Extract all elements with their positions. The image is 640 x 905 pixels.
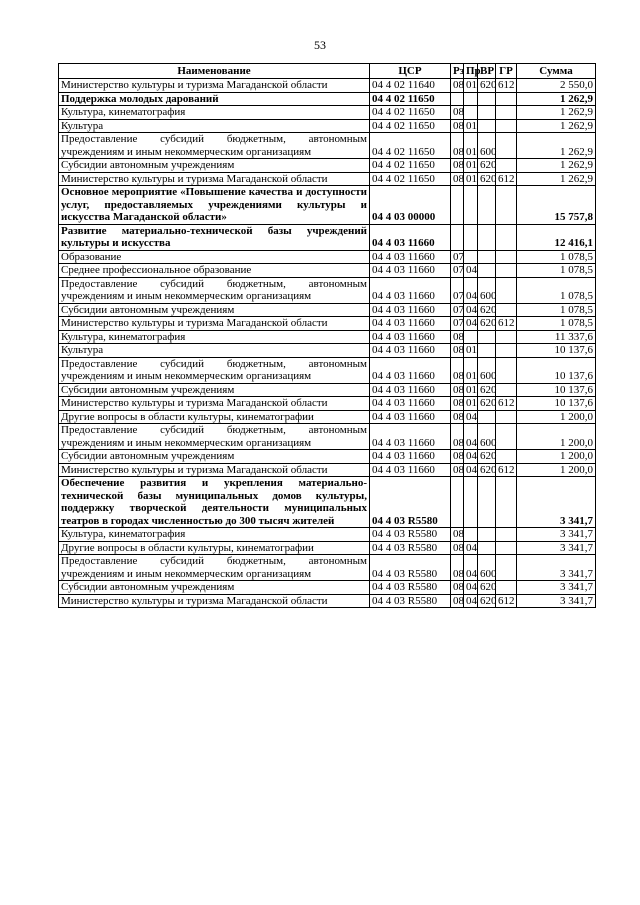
table-row: [59, 357, 596, 383]
cell-sum: 10 137,6: [517, 383, 596, 397]
cell-sum: 1 078,5: [517, 303, 596, 317]
cell-vr: 620: [478, 159, 496, 173]
cell-csr: 04 4 03 11660: [370, 277, 451, 303]
cell-name: Предоставление субсидий бюджетным, автономным учреждениям и иным некоммерческим организациям: [59, 555, 370, 581]
cell-sum: 1 078,5: [517, 264, 596, 278]
cell-gr: [496, 528, 517, 542]
cell-gr: 612: [496, 317, 517, 331]
cell-sum: 1 262,9: [517, 119, 596, 133]
table-row: [59, 317, 596, 331]
cell-csr: 04 4 03 11660: [370, 330, 451, 344]
cell-sum: 1 078,5: [517, 250, 596, 264]
cell-csr: 04 4 03 11660: [370, 357, 451, 383]
cell-rz: 07: [451, 264, 464, 278]
cell-pr: [464, 477, 478, 528]
cell-vr: [478, 410, 496, 424]
cell-vr: 600: [478, 133, 496, 159]
cell-rz: 08: [451, 133, 464, 159]
cell-pr: 01: [464, 357, 478, 383]
cell-pr: 01: [464, 172, 478, 186]
cell-pr: [464, 186, 478, 225]
cell-sum: 1 262,9: [517, 106, 596, 120]
cell-sum: 15 757,8: [517, 186, 596, 225]
table-row: [59, 224, 596, 250]
cell-gr: [496, 555, 517, 581]
cell-gr: [496, 119, 517, 133]
cell-gr: [496, 106, 517, 120]
cell-csr: 04 4 02 11650: [370, 159, 451, 173]
table-row: [59, 383, 596, 397]
cell-rz: [451, 224, 464, 250]
cell-sum: 3 341,7: [517, 528, 596, 542]
table-body: [59, 79, 596, 608]
cell-pr: [464, 106, 478, 120]
table-row: [59, 410, 596, 424]
cell-pr: 04: [464, 555, 478, 581]
cell-rz: 08: [451, 159, 464, 173]
cell-sum: 1 200,0: [517, 410, 596, 424]
header-rz: Рз: [451, 64, 464, 79]
cell-vr: 620: [478, 463, 496, 477]
cell-csr: 04 4 03 R5580: [370, 581, 451, 595]
cell-csr: 04 4 02 11650: [370, 92, 451, 106]
cell-csr: 04 4 03 R5580: [370, 555, 451, 581]
table-row: [59, 528, 596, 542]
cell-vr: [478, 186, 496, 225]
cell-rz: [451, 186, 464, 225]
cell-pr: 01: [464, 397, 478, 411]
cell-rz: 08: [451, 79, 464, 93]
cell-gr: [496, 344, 517, 358]
cell-csr: 04 4 03 R5580: [370, 541, 451, 555]
cell-csr: 04 4 03 11660: [370, 463, 451, 477]
cell-rz: 08: [451, 397, 464, 411]
cell-name: Министерство культуры и туризма Магаданской области: [59, 463, 370, 477]
cell-name: Субсидии автономным учреждениям: [59, 581, 370, 595]
cell-gr: [496, 186, 517, 225]
table-row: [59, 581, 596, 595]
page-number: 53: [314, 38, 326, 52]
cell-sum: 10 137,6: [517, 357, 596, 383]
cell-csr: 04 4 03 11660: [370, 410, 451, 424]
cell-sum: 3 341,7: [517, 594, 596, 608]
cell-rz: 07: [451, 303, 464, 317]
cell-pr: 01: [464, 344, 478, 358]
cell-vr: 620: [478, 79, 496, 93]
cell-csr: 04 4 03 11660: [370, 224, 451, 250]
cell-gr: [496, 224, 517, 250]
cell-rz: 08: [451, 383, 464, 397]
cell-name: Субсидии автономным учреждениям: [59, 159, 370, 173]
cell-csr: 04 4 02 11650: [370, 119, 451, 133]
cell-vr: 600: [478, 424, 496, 450]
cell-pr: [464, 330, 478, 344]
cell-name: Министерство культуры и туризма Магаданской области: [59, 172, 370, 186]
table-row: [59, 541, 596, 555]
cell-sum: 11 337,6: [517, 330, 596, 344]
cell-sum: 1 200,0: [517, 463, 596, 477]
cell-csr: 04 4 03 11660: [370, 450, 451, 464]
cell-vr: [478, 224, 496, 250]
cell-rz: 07: [451, 277, 464, 303]
cell-vr: [478, 528, 496, 542]
header-gr: ГР: [496, 64, 517, 79]
table-row: [59, 424, 596, 450]
cell-csr: 04 4 02 11650: [370, 172, 451, 186]
cell-vr: [478, 330, 496, 344]
table-row: [59, 250, 596, 264]
cell-vr: [478, 264, 496, 278]
cell-gr: [496, 410, 517, 424]
cell-gr: [496, 450, 517, 464]
table-row: [59, 330, 596, 344]
cell-pr: 04: [464, 410, 478, 424]
cell-gr: [496, 330, 517, 344]
cell-gr: [496, 357, 517, 383]
cell-rz: 08: [451, 119, 464, 133]
cell-name: Развитие материально-технической базы учреждений культуры и искусства: [59, 224, 370, 250]
cell-name: Министерство культуры и туризма Магаданской области: [59, 594, 370, 608]
cell-name: Другие вопросы в области культуры, кинематографии: [59, 541, 370, 555]
cell-name: Культура, кинематография: [59, 528, 370, 542]
cell-rz: 08: [451, 594, 464, 608]
cell-vr: 620: [478, 317, 496, 331]
header-pr: Пр: [464, 64, 478, 79]
cell-rz: 08: [451, 528, 464, 542]
cell-pr: [464, 250, 478, 264]
cell-name: Образование: [59, 250, 370, 264]
table-row: [59, 79, 596, 93]
table-row: [59, 397, 596, 411]
cell-gr: 612: [496, 463, 517, 477]
cell-sum: 1 078,5: [517, 317, 596, 331]
cell-csr: 04 4 03 11660: [370, 250, 451, 264]
cell-rz: 08: [451, 344, 464, 358]
cell-name: Культура, кинематография: [59, 106, 370, 120]
cell-name: Другие вопросы в области культуры, кинематографии: [59, 410, 370, 424]
table-row: [59, 264, 596, 278]
cell-csr: 04 4 03 11660: [370, 264, 451, 278]
cell-sum: 1 262,9: [517, 133, 596, 159]
cell-name: Основное мероприятие «Повышение качества и доступности услуг, предоставляемых учреждениями культуры и искусства Магаданской области»: [59, 186, 370, 225]
table-row: [59, 186, 596, 225]
cell-rz: 08: [451, 172, 464, 186]
cell-rz: 08: [451, 410, 464, 424]
cell-vr: 620: [478, 303, 496, 317]
cell-pr: 04: [464, 264, 478, 278]
cell-csr: 04 4 03 11660: [370, 317, 451, 331]
cell-gr: [496, 477, 517, 528]
cell-name: Министерство культуры и туризма Магаданской области: [59, 79, 370, 93]
cell-csr: 04 4 03 11660: [370, 397, 451, 411]
cell-gr: [496, 277, 517, 303]
table-header-row: [59, 64, 596, 79]
cell-name: Культура: [59, 344, 370, 358]
cell-gr: [496, 424, 517, 450]
cell-csr: 04 4 03 11660: [370, 424, 451, 450]
cell-pr: 04: [464, 303, 478, 317]
cell-pr: 04: [464, 450, 478, 464]
cell-sum: 3 341,7: [517, 541, 596, 555]
cell-rz: 08: [451, 581, 464, 595]
cell-name: Поддержка молодых дарований: [59, 92, 370, 106]
table-row: [59, 463, 596, 477]
cell-csr: 04 4 02 11650: [370, 133, 451, 159]
cell-pr: 01: [464, 133, 478, 159]
cell-pr: 04: [464, 463, 478, 477]
cell-sum: 12 416,1: [517, 224, 596, 250]
table-row: [59, 133, 596, 159]
cell-sum: 10 137,6: [517, 397, 596, 411]
cell-vr: [478, 477, 496, 528]
table-row: [59, 92, 596, 106]
cell-csr: 04 4 03 11660: [370, 383, 451, 397]
cell-rz: 08: [451, 330, 464, 344]
cell-gr: [496, 159, 517, 173]
cell-sum: 1 078,5: [517, 277, 596, 303]
table-row: [59, 477, 596, 528]
cell-rz: 08: [451, 541, 464, 555]
cell-vr: [478, 106, 496, 120]
cell-sum: 1 200,0: [517, 450, 596, 464]
table-row: [59, 594, 596, 608]
cell-csr: 04 4 03 R5580: [370, 528, 451, 542]
cell-rz: 08: [451, 424, 464, 450]
cell-csr: 04 4 03 R5580: [370, 477, 451, 528]
cell-gr: [496, 383, 517, 397]
header-name: Наименование: [59, 64, 370, 79]
cell-pr: [464, 224, 478, 250]
cell-csr: 04 4 03 11660: [370, 344, 451, 358]
cell-pr: 01: [464, 159, 478, 173]
cell-gr: 612: [496, 594, 517, 608]
cell-vr: [478, 344, 496, 358]
cell-vr: [478, 119, 496, 133]
cell-name: Субсидии автономным учреждениям: [59, 303, 370, 317]
table-row: [59, 277, 596, 303]
cell-sum: 3 341,7: [517, 555, 596, 581]
cell-sum: 2 550,0: [517, 79, 596, 93]
cell-name: Предоставление субсидий бюджетным, автономным учреждениям и иным некоммерческим организациям: [59, 133, 370, 159]
cell-csr: 04 4 03 R5580: [370, 594, 451, 608]
cell-pr: 01: [464, 383, 478, 397]
cell-name: Культура: [59, 119, 370, 133]
cell-gr: [496, 92, 517, 106]
cell-vr: 600: [478, 357, 496, 383]
cell-csr: 04 4 02 11650: [370, 106, 451, 120]
budget-table: [58, 63, 596, 608]
table-row: [59, 119, 596, 133]
header-sum: Сумма: [517, 64, 596, 79]
cell-rz: 07: [451, 317, 464, 331]
cell-gr: 612: [496, 172, 517, 186]
cell-pr: 01: [464, 119, 478, 133]
cell-vr: 620: [478, 397, 496, 411]
cell-rz: 08: [451, 463, 464, 477]
cell-rz: 08: [451, 555, 464, 581]
cell-pr: 04: [464, 317, 478, 331]
cell-pr: [464, 92, 478, 106]
cell-name: Субсидии автономным учреждениям: [59, 450, 370, 464]
cell-name: Субсидии автономным учреждениям: [59, 383, 370, 397]
cell-pr: 04: [464, 581, 478, 595]
table-row: [59, 159, 596, 173]
cell-sum: 1 262,9: [517, 172, 596, 186]
cell-pr: 04: [464, 594, 478, 608]
cell-csr: 04 4 03 11660: [370, 303, 451, 317]
cell-name: Предоставление субсидий бюджетным, автономным учреждениям и иным некоммерческим организациям: [59, 277, 370, 303]
cell-rz: 08: [451, 450, 464, 464]
header-vr: ВР: [478, 64, 496, 79]
cell-vr: [478, 250, 496, 264]
cell-vr: 600: [478, 555, 496, 581]
cell-vr: 620: [478, 172, 496, 186]
table-row: [59, 344, 596, 358]
cell-pr: 04: [464, 277, 478, 303]
cell-gr: [496, 264, 517, 278]
cell-sum: 1 262,9: [517, 159, 596, 173]
cell-name: Обеспечение развития и укрепления материально-технической базы муниципальных домов культуры, поддержку творческой деятельности муниципальных театров в городах численностью до 300 тысяч жителей: [59, 477, 370, 528]
cell-csr: 04 4 03 00000: [370, 186, 451, 225]
cell-vr: 620: [478, 581, 496, 595]
cell-gr: [496, 581, 517, 595]
cell-vr: 620: [478, 594, 496, 608]
cell-sum: 10 137,6: [517, 344, 596, 358]
cell-sum: 1 200,0: [517, 424, 596, 450]
cell-sum: 3 341,7: [517, 477, 596, 528]
cell-pr: 04: [464, 424, 478, 450]
cell-gr: 612: [496, 397, 517, 411]
cell-rz: [451, 477, 464, 528]
cell-gr: [496, 133, 517, 159]
cell-gr: [496, 541, 517, 555]
cell-vr: 600: [478, 277, 496, 303]
cell-name: Министерство культуры и туризма Магаданской области: [59, 397, 370, 411]
cell-rz: 08: [451, 106, 464, 120]
cell-gr: [496, 303, 517, 317]
cell-vr: 620: [478, 450, 496, 464]
table-row: [59, 172, 596, 186]
cell-csr: 04 4 02 11640: [370, 79, 451, 93]
table-row: [59, 303, 596, 317]
cell-pr: 01: [464, 79, 478, 93]
cell-vr: [478, 92, 496, 106]
cell-name: Культура, кинематография: [59, 330, 370, 344]
table-row: [59, 106, 596, 120]
cell-sum: 1 262,9: [517, 92, 596, 106]
table-row: [59, 450, 596, 464]
cell-vr: 620: [478, 383, 496, 397]
cell-gr: [496, 250, 517, 264]
table-row: [59, 555, 596, 581]
cell-name: Предоставление субсидий бюджетным, автономным учреждениям и иным некоммерческим организациям: [59, 357, 370, 383]
cell-rz: 07: [451, 250, 464, 264]
cell-gr: 612: [496, 79, 517, 93]
cell-pr: [464, 528, 478, 542]
cell-name: Министерство культуры и туризма Магаданской области: [59, 317, 370, 331]
header-csr: ЦСР: [370, 64, 451, 79]
cell-name: Предоставление субсидий бюджетным, автономным учреждениям и иным некоммерческим организациям: [59, 424, 370, 450]
cell-pr: 04: [464, 541, 478, 555]
cell-name: Среднее профессиональное образование: [59, 264, 370, 278]
cell-vr: [478, 541, 496, 555]
cell-sum: 3 341,7: [517, 581, 596, 595]
cell-rz: [451, 92, 464, 106]
cell-rz: 08: [451, 357, 464, 383]
